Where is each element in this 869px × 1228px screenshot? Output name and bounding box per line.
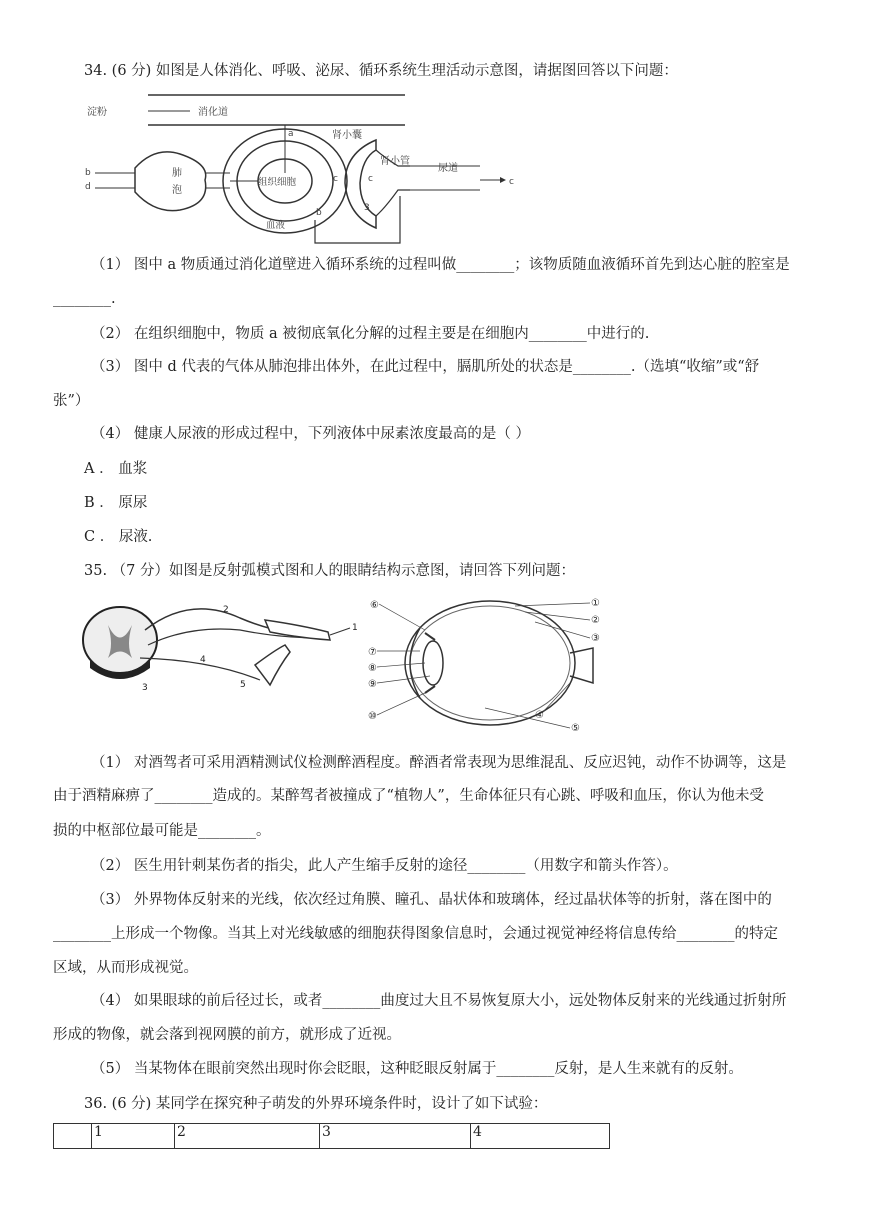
- lung-label: 肺: [172, 168, 182, 179]
- eye-label-1: ①: [591, 598, 600, 609]
- eye-label-8: ⑧: [368, 663, 377, 674]
- urethra-label: 尿道: [438, 163, 458, 174]
- table-cell: 2: [175, 1124, 320, 1149]
- reflex-label-5: 5: [240, 680, 246, 690]
- c3-label: c: [509, 177, 514, 187]
- q35-p5: （5） 当某物体在眼前突然出现时你会眨眼，这种眨眼反射属于________反射，是人生来就有的反射。: [91, 1061, 743, 1077]
- q34-option-c: C ． 尿液.: [84, 529, 153, 545]
- reflex-label-1: 1: [352, 623, 358, 633]
- reflex-label-4: 4: [200, 655, 206, 665]
- digestion-circulation-diagram: [80, 88, 520, 246]
- a-label: a: [288, 129, 294, 139]
- q35-header: 35. （7 分）如图是反射弧模式图和人的眼睛结构示意图，请回答下列问题：: [84, 563, 576, 579]
- eye-label-5: ⑤: [571, 723, 580, 733]
- renal-capsule-label: 肾小囊: [332, 130, 362, 141]
- q34-p3-line1: （3） 图中 d 代表的气体从肺泡排出体外，在此过程中，膈肌所处的状态是________.（选填“收缩”或“舒: [91, 359, 760, 375]
- table-cell: 4: [471, 1124, 610, 1149]
- d-label: d: [85, 182, 91, 192]
- reflex-label-3: 3: [142, 683, 148, 690]
- q35-p3-line2: ________上形成一个物像。当其上对光线敏感的细胞获得图象信息时，会通过视觉神经将信息传给________的特定: [53, 926, 778, 942]
- tissue-cell-label: 组织细胞: [258, 177, 297, 188]
- q34-p1-line2: ________.: [53, 291, 116, 307]
- q36-header: 36. (6 分) 某同学在探究种子萌发的外界环境条件时，设计了如下试验：: [84, 1096, 548, 1112]
- q34-header: 34. (6 分) 如图是人体消化、呼吸、泌尿、循环系统生理活动示意图，请据图回答以下问题：: [84, 63, 678, 79]
- b-label: b: [85, 168, 91, 178]
- table-row: [54, 1124, 610, 1149]
- q35-p1-line1: （1） 对酒驾者可采用酒精测试仪检测醉酒程度。醉酒者常表现为思维混乱、反应迟钝，动作不协调等，这是: [91, 755, 787, 771]
- eye-label-10: ⑩: [368, 711, 377, 722]
- eye-structure-diagram: [365, 588, 605, 733]
- q35-p1-line3: 损的中枢部位最可能是________。: [53, 823, 271, 839]
- q35-p3-line1: （3） 外界物体反射来的光线，依次经过角膜、瞳孔、晶状体和玻璃体，经过晶状体等的折射，落在图中的: [91, 892, 772, 908]
- q35-p1-line2: 由于酒精麻痹了________造成的。某醉驾者被撞成了“植物人”，生命体征只有心跳、呼吸和血压，你认为他未受: [53, 788, 764, 804]
- eye-label-2: ②: [591, 615, 600, 626]
- renal-tubule-label: 肾小管: [380, 156, 410, 167]
- alveoli-label: 泡: [172, 185, 182, 196]
- q35-p2: （2） 医生用针刺某伤者的指尖，此人产生缩手反射的途径________（用数字和箭头作答）。: [91, 858, 678, 874]
- table-cell: 3: [320, 1124, 471, 1149]
- eye-label-4: ④: [535, 710, 544, 721]
- q34-p1-line1: （1） 图中 a 物质通过消化道壁进入循环系统的过程叫做________；该物质随血液循环首先到达心脏的腔室是: [91, 257, 790, 273]
- q35-p3-line3: 区域，从而形成视觉。: [53, 960, 198, 976]
- experiment-table: [53, 1123, 610, 1149]
- eye-label-6: ⑥: [370, 600, 379, 611]
- table-cell: [54, 1124, 92, 1149]
- digestive-tract-label: 消化道: [198, 107, 228, 118]
- eye-label-7: ⑦: [368, 647, 377, 658]
- b2-label: b: [316, 208, 322, 218]
- eye-label-9: ⑨: [368, 679, 377, 690]
- q34-p4: （4） 健康人尿液的形成过程中，下列液体中尿素浓度最高的是（ ）: [91, 426, 530, 442]
- three-label: 3: [364, 203, 370, 213]
- c1-label: c: [333, 174, 338, 184]
- reflex-arc-diagram: [80, 590, 365, 690]
- q34-p2: （2） 在组织细胞中，物质 a 被彻底氧化分解的过程主要是在细胞内________中进行的.: [91, 326, 650, 342]
- starch-label: 淀粉: [87, 107, 107, 118]
- q34-option-a: A ． 血浆: [84, 461, 148, 477]
- q35-p4-line2: 形成的物像，就会落到视网膜的前方，就形成了近视。: [53, 1027, 401, 1043]
- q34-option-b: B ． 原尿: [84, 495, 148, 511]
- q34-p3-line2: 张”）: [53, 393, 90, 409]
- eye-label-3: ③: [591, 633, 600, 644]
- reflex-label-2: 2: [223, 605, 229, 615]
- table-cell: 1: [92, 1124, 175, 1149]
- c2-label: c: [368, 174, 373, 184]
- blood-label: 血液: [266, 220, 286, 231]
- q35-p4-line1: （4） 如果眼球的前后径过长，或者________曲度过大且不易恢复原大小，远处物体反射来的光线通过折射所: [91, 993, 787, 1009]
